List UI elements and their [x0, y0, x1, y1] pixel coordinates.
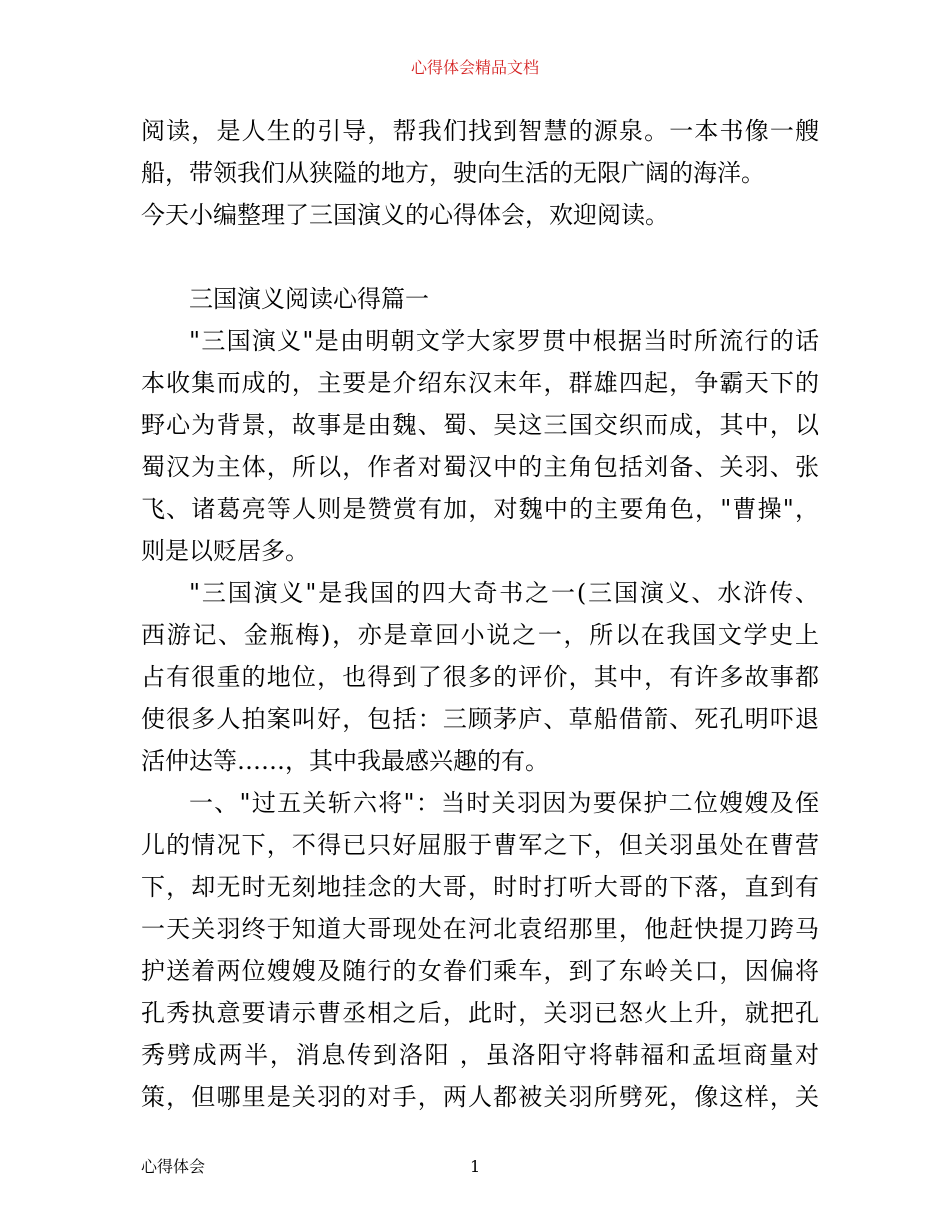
paragraph-line: 使很多人拍案叫好，包括：三顾茅庐、草船借箭、死孔明吓退 [141, 705, 819, 733]
paragraph-line: 策，但哪里是关羽的对手，两人都被关羽所劈死，像这样，关 [141, 1083, 819, 1111]
page-header-title: 心得体会精品文档 [410, 58, 539, 77]
paragraph-line: 则是以贬居多。 [141, 537, 309, 565]
paragraph-line: 一、"过五关斩六将"：当时关羽因为要保护二位嫂嫂及侄 [189, 789, 819, 817]
intro-line: 阅读，是人生的引导，帮我们找到智慧的源泉。一本书像一艘 [141, 117, 819, 145]
paragraph-line: 野心为背景，故事是由魏、蜀、吴这三国交织而成，其中，以 [141, 411, 819, 439]
intro-line: 今天小编整理了三国演义的心得体会，欢迎阅读。 [141, 201, 669, 229]
paragraph-line: 儿的情况下，不得已只好屈服于曹军之下，但关羽虽处在曹营 [141, 831, 819, 859]
paragraph-line: 下，却无时无刻地挂念的大哥，时时打听大哥的下落，直到有 [141, 873, 819, 901]
paragraph-line: 占有很重的地位，也得到了很多的评价，其中，有许多故事都 [141, 663, 819, 691]
paragraph-line: "三国演义"是由明朝文学大家罗贯中根据当时所流行的话 [189, 327, 819, 355]
paragraph-line: "三国演义"是我国的四大奇书之一(三国演义、水浒传、 [189, 579, 819, 607]
section-heading-text: 三国演义阅读心得篇一 [189, 285, 429, 313]
paragraph-line: 本收集而成的，主要是介绍东汉末年，群雄四起，争霸天下的 [141, 369, 819, 397]
paragraph-line: 秀劈成两半，消息传到洛阳 ，虽洛阳守将韩福和孟垣商量对 [141, 1041, 819, 1069]
paragraph-line: 蜀汉为主体，所以，作者对蜀汉中的主角包括刘备、关羽、张 [141, 453, 819, 481]
body-paragraph-2 [141, 572, 819, 782]
blank-line [141, 236, 819, 278]
paragraph-line: 孔秀执意要请示曹丞相之后，此时，关羽已怒火上升，就把孔 [141, 999, 819, 1027]
section-heading [141, 278, 819, 320]
intro-paragraph [141, 110, 819, 236]
document-body [141, 110, 819, 1118]
body-paragraph-1 [141, 320, 819, 572]
footer-label: 心得体会 [141, 1157, 206, 1176]
page-number: 1 [470, 1157, 481, 1176]
paragraph-line: 护送着两位嫂嫂及随行的女眷们乘车，到了东岭关口，因偏将 [141, 957, 819, 985]
paragraph-line: 飞、诸葛亮等人则是赞赏有加，对魏中的主要角色，"曹操"， [141, 495, 819, 523]
intro-line: 船，带领我们从狭隘的地方，驶向生活的无限广阔的海洋。 [141, 159, 765, 187]
body-paragraph-3 [141, 782, 819, 1118]
paragraph-line: 一天关羽终于知道大哥现处在河北袁绍那里，他赶快提刀跨马 [141, 915, 819, 943]
paragraph-line: 西游记、金瓶梅)，亦是章回小说之一，所以在我国文学史上 [141, 621, 819, 649]
paragraph-line: 活仲达等……，其中我最感兴趣的有。 [141, 747, 549, 775]
